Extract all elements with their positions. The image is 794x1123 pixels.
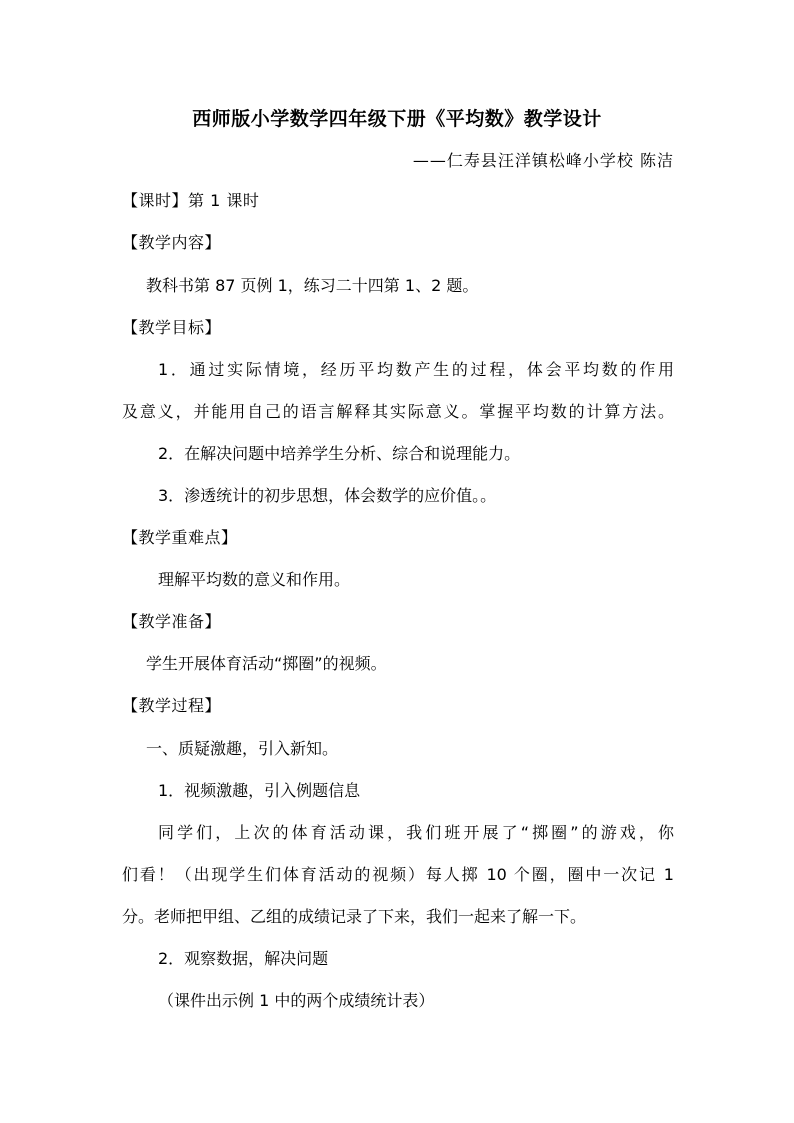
paragraph-line: （课件出示例 1 中的两个成绩统计表） bbox=[158, 991, 435, 1010]
document-author: ——仁寿县汪洋镇松峰小学校 陈洁 bbox=[412, 151, 674, 170]
paragraph-line: 1．视频激趣，引入例题信息 bbox=[158, 781, 361, 800]
paragraph-line: 一、质疑激趣，引入新知。 bbox=[146, 739, 339, 758]
section-heading-preparation: 【教学准备】 bbox=[122, 612, 222, 631]
paragraph-line: 3．渗透统计的初步思想，体会数学的应价值。。 bbox=[158, 486, 497, 505]
paragraph-line: 理解平均数的意义和作用。 bbox=[158, 570, 351, 589]
paragraph-line: 及意义，并能用自己的语言解释其实际意义。掌握平均数的计算方法。 bbox=[122, 402, 674, 421]
paragraph-line: 教科书第 87 页例 1，练习二十四第 1、2 题。 bbox=[146, 276, 479, 295]
paragraph-line: 1．通过实际情境，经历平均数产生的过程，体会平均数的作用 bbox=[158, 360, 674, 379]
section-heading-goals: 【教学目标】 bbox=[122, 318, 222, 337]
lesson-period-line: 【课时】第 1 课时 bbox=[122, 191, 260, 210]
paragraph-line: 2．在解决问题中培养学生分析、综合和说理能力。 bbox=[158, 444, 521, 463]
paragraph-line: 学生开展体育活动“掷圈”的视频。 bbox=[146, 654, 387, 673]
section-heading-process: 【教学过程】 bbox=[122, 696, 222, 715]
section-heading-content: 【教学内容】 bbox=[122, 233, 222, 252]
paragraph-line: 2．观察数据，解决问题 bbox=[158, 949, 329, 968]
section-heading-key-points: 【教学重难点】 bbox=[122, 528, 238, 547]
document-title: 西师版小学数学四年级下册《平均数》教学设计 bbox=[192, 108, 602, 130]
paragraph-line: 分。老师把甲组、乙组的成绩记录了下来，我们一起来了解一下。 bbox=[122, 907, 587, 926]
paragraph-line: 同学们，上次的体育活动课，我们班开展了“掷圈”的游戏，你 bbox=[158, 823, 674, 842]
paragraph-line: 们看！（出现学生们体育活动的视频）每人掷 10 个圈，圈中一次记 1 bbox=[122, 865, 674, 884]
